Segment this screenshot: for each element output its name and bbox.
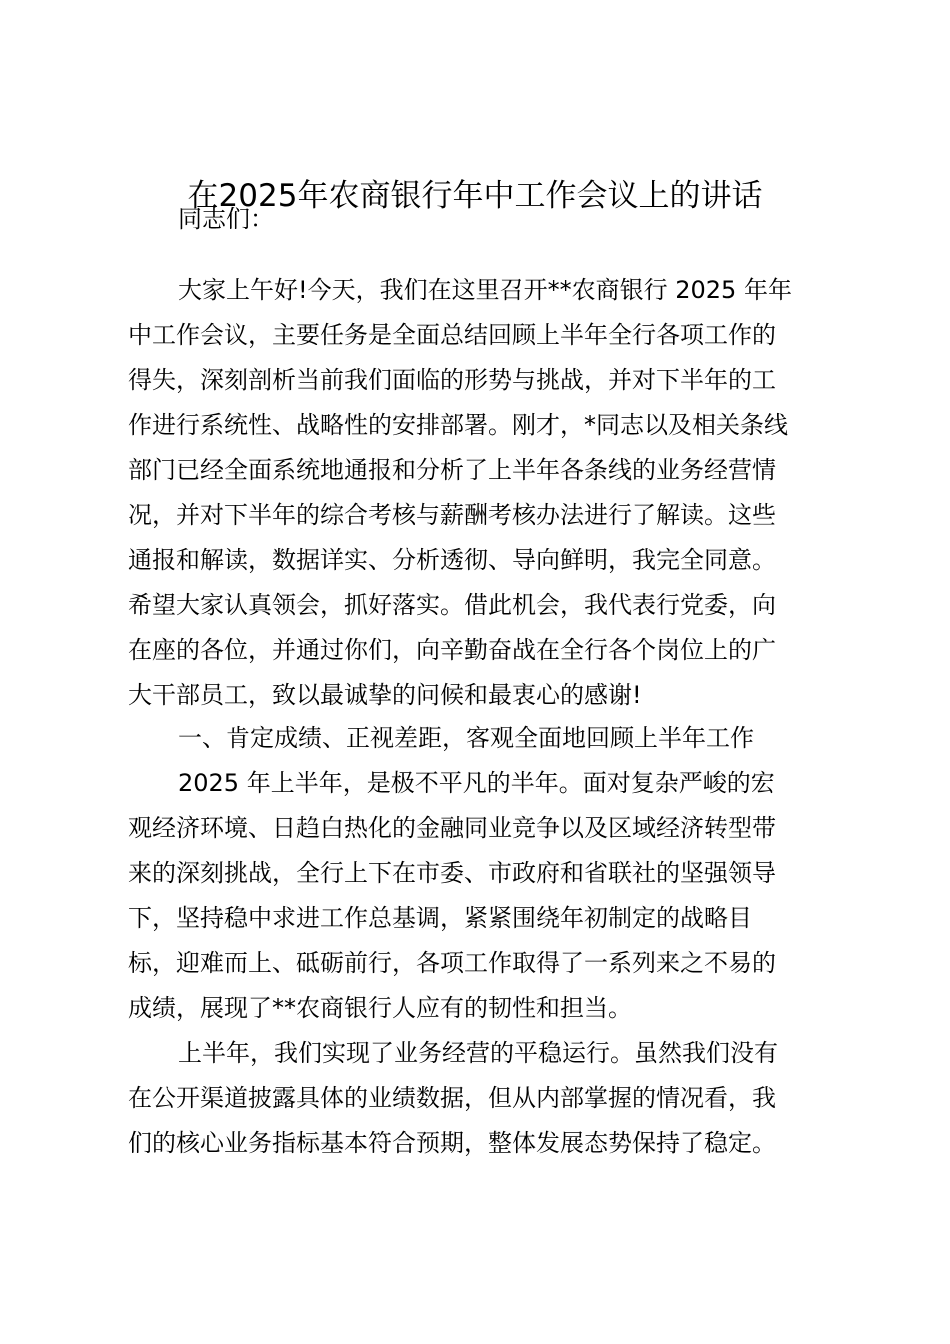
paragraph-line: 况，并对下半年的综合考核与薪酬考核办法进行了解读。这些 <box>128 501 776 529</box>
paragraph-line: 通报和解读，数据详实、分析透彻、导向鲜明，我完全同意。 <box>128 546 776 574</box>
section-heading: 一、肯定成绩、正视差距，客观全面地回顾上半年工作 <box>178 724 754 752</box>
paragraph-line: 希望大家认真领会，抓好落实。借此机会，我代表行党委，向 <box>128 591 776 619</box>
paragraph-line: 在公开渠道披露具体的业绩数据，但从内部掌握的情况看，我 <box>128 1084 776 1112</box>
paragraph-line: 标，迎难而上、砥砺前行，各项工作取得了一系列来之不易的 <box>128 949 776 977</box>
paragraph-line: 下，坚持稳中求进工作总基调，紧紧围绕年初制定的战略目 <box>128 904 752 932</box>
paragraph-line: 部门已经全面系统地通报和分析了上半年各条线的业务经营情 <box>128 456 776 484</box>
paragraph-line: 作进行系统性、战略性的安排部署。刚才，*同志以及相关条线 <box>128 411 788 439</box>
paragraph-line: 中工作会议，主要任务是全面总结回顾上半年全行各项工作的 <box>128 321 776 349</box>
paragraph-line: 上半年，我们实现了业务经营的平稳运行。虽然我们没有 <box>178 1039 778 1067</box>
paragraph-line: 大家上午好!今天，我们在这里召开**农商银行 2025 年年 <box>178 276 792 304</box>
document-title: 在2025年农商银行年中工作会议上的讲话 <box>187 178 763 214</box>
salutation-line: 同志们： <box>178 205 274 233</box>
paragraph-line: 来的深刻挑战，全行上下在市委、市政府和省联社的坚强领导 <box>128 859 776 887</box>
paragraph-line: 大干部员工，致以最诚挚的问候和最衷心的感谢! <box>128 681 642 709</box>
paragraph-line: 得失，深刻剖析当前我们面临的形势与挑战，并对下半年的工 <box>128 366 776 394</box>
paragraph-line: 们的核心业务指标基本符合预期，整体发展态势保持了稳定。 <box>128 1129 776 1157</box>
paragraph-line: 观经济环境、日趋白热化的金融同业竞争以及区域经济转型带 <box>128 814 776 842</box>
paragraph-line: 2025 年上半年，是极不平凡的半年。面对复杂严峻的宏 <box>178 769 775 797</box>
paragraph-line: 在座的各位，并通过你们，向辛勤奋战在全行各个岗位上的广 <box>128 636 776 664</box>
paragraph-line: 成绩，展现了**农商银行人应有的韧性和担当。 <box>128 994 632 1022</box>
